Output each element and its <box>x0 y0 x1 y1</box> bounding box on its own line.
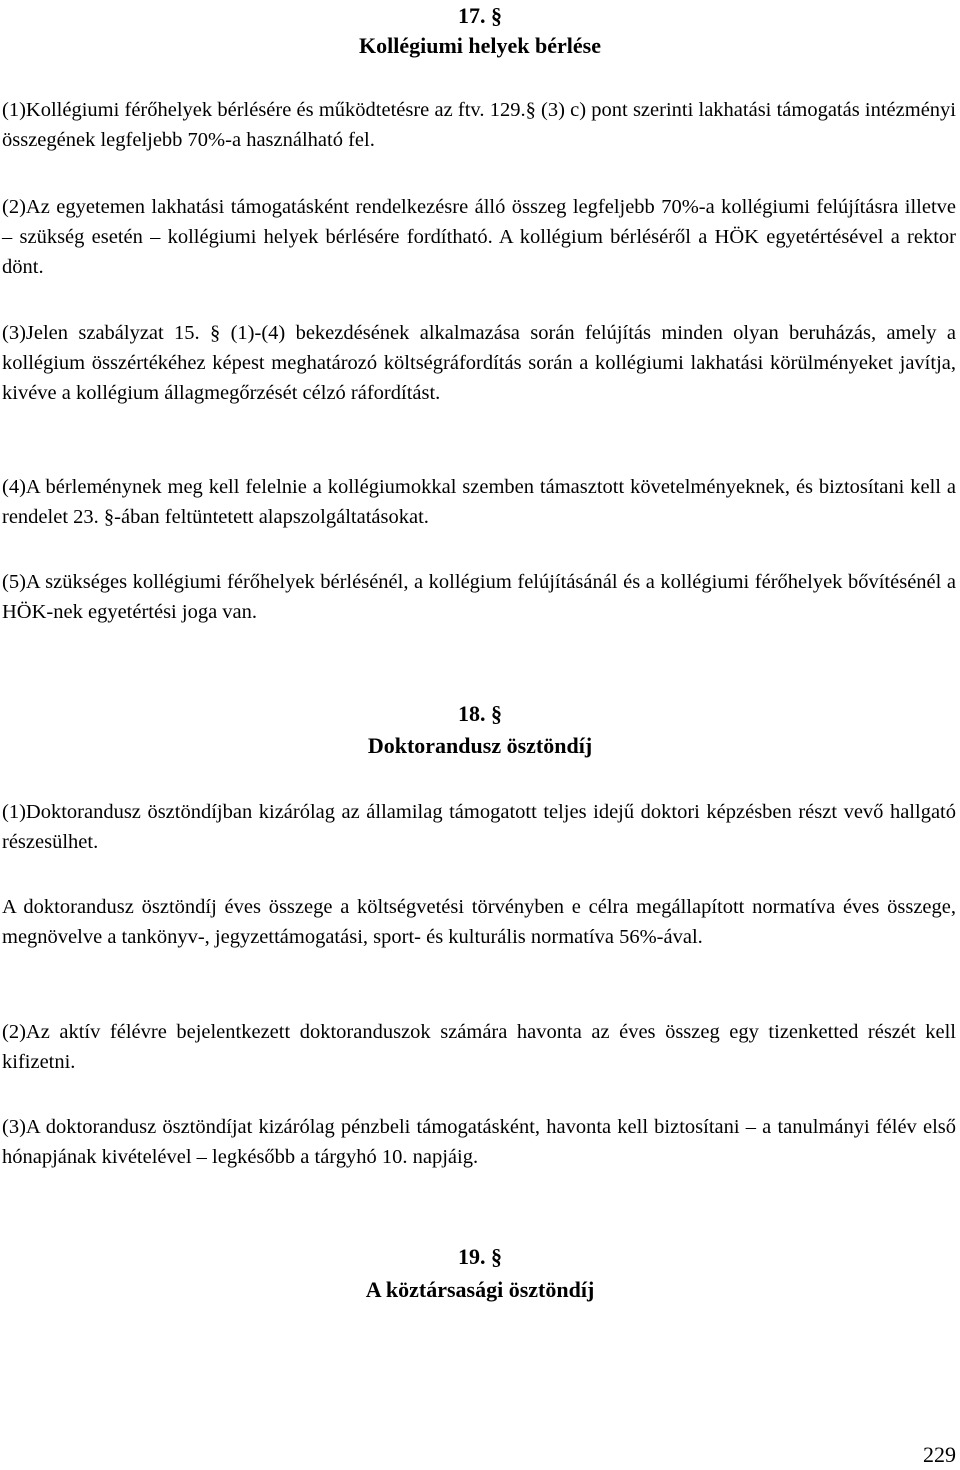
section-17-number: 17. § <box>458 3 502 28</box>
section-18-paragraph-2: A doktorandusz ösztöndíj éves összege a költségvetési törvényben e célra megállapított normatíva éves összege, megnövelve a tankönyv-, jegyzettámogatási, sport- és kulturális normatíva 56%-ával. <box>2 896 956 948</box>
section-18-number: 18. § <box>458 701 502 726</box>
section-18-paragraph-1: (1)Doktorandusz ösztöndíjban kizárólag az államilag támogatott teljes idejű doktori képzésben részt vevő hallgató részesülhet. <box>2 801 956 853</box>
section-18-paragraph-4: (3)A doktorandusz ösztöndíjat kizárólag pénzbeli támogatásként, havonta kell biztosítani – a tanulmányi félév első hónapjának kivételével – legkésőbb a tárgyhó 10. napjáig. <box>2 1116 956 1168</box>
section-18-paragraph-3: (2)Az aktív félévre bejelentkezett doktoranduszok számára havonta az éves összeg egy tizenketted részét kell kifizetni. <box>2 1021 956 1073</box>
section-18-title: Doktorandusz ösztöndíj <box>367 733 593 758</box>
page-number: 229 <box>923 1442 956 1467</box>
section-17-title: Kollégiumi helyek bérlése <box>359 33 601 58</box>
section-17-paragraph-1: (1)Kollégiumi férőhelyek bérlésére és működtetésre az ftv. 129.§ (3) c) pont szerinti lakhatási támogatás intézményi összegének legfeljebb 70%-a használható fel. <box>2 99 956 151</box>
section-17-paragraph-3: (3)Jelen szabályzat 15. § (1)-(4) bekezdésének alkalmazása során felújítás minden olyan beruházás, amely a kollégium összértékéhez képest meghatározó költségráfordítás során a kollégiumi lakhatási körülményeket javítja, kivéve a kollégium állagmegőrzését célzó ráfordítást. <box>2 322 956 404</box>
section-19-title: A köztársasági ösztöndíj <box>365 1277 595 1302</box>
section-17-paragraph-4: (4)A bérleménynek meg kell felelnie a kollégiumokkal szemben támasztott követelményeknek, és biztosítani kell a rendelet 23. §-ában feltüntetett alapszolgáltatásokat. <box>2 476 956 528</box>
section-17-paragraph-2: (2)Az egyetemen lakhatási támogatásként rendelkezésre álló összeg legfeljebb 70%-a kollégiumi felújításra illetve – szükség esetén – kollégiumi helyek bérlésére fordítható. A kollégium bérléséről a HÖK egyetértésével a rektor dönt. <box>2 196 956 278</box>
section-17-paragraph-5: (5)A szükséges kollégiumi férőhelyek bérlésénél, a kollégium felújításánál és a kollégiumi férőhelyek bővítésénél a HÖK-nek egyetértési joga van. <box>2 571 956 623</box>
section-19-number: 19. § <box>458 1244 502 1269</box>
